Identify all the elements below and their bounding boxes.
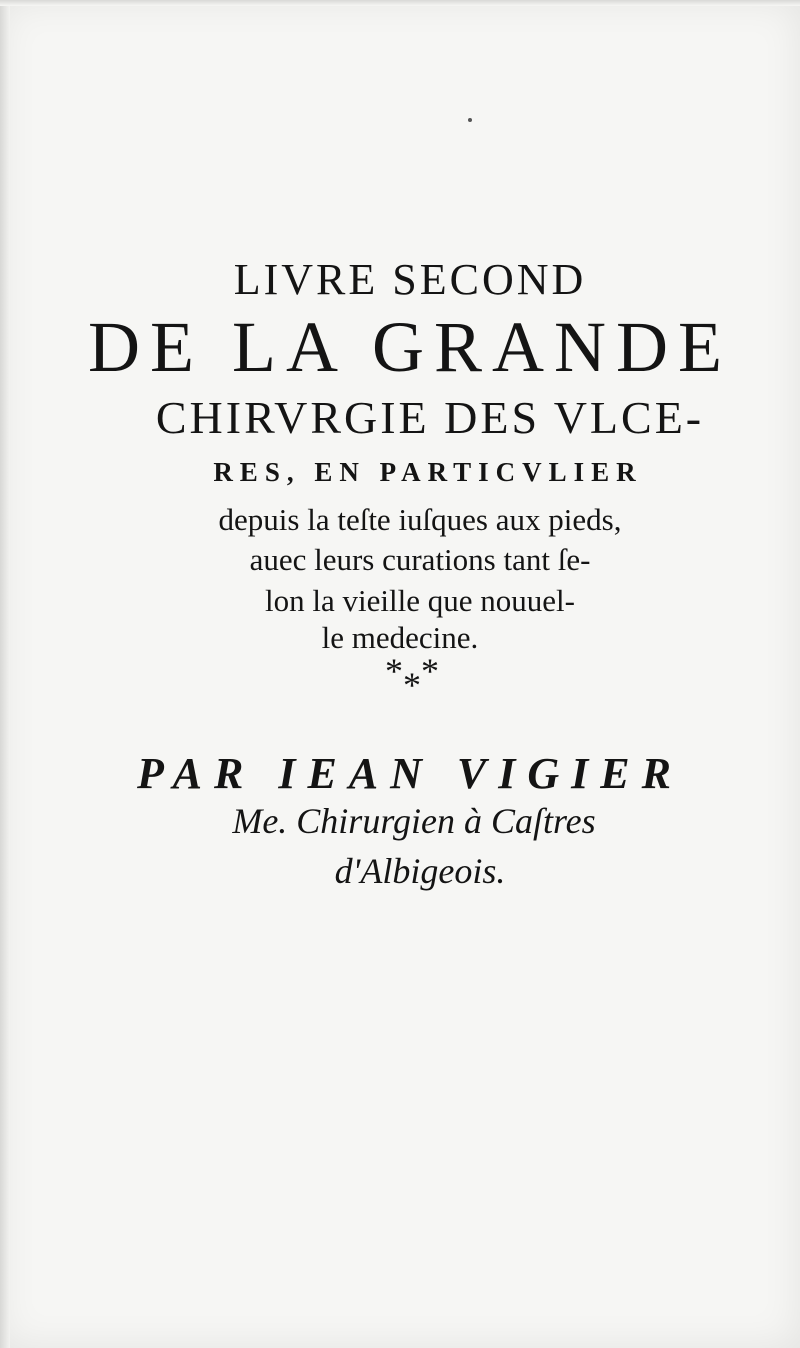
subtitle-line-2: auec leurs curations tant ſe- xyxy=(249,542,591,577)
author-place: d'Albigeois. xyxy=(334,851,506,891)
asterisk-left: * xyxy=(385,651,403,691)
title-line-livre-second: LIVRE SECOND xyxy=(233,255,587,304)
asterism-ornament xyxy=(0,650,800,705)
title-line-particulier: RES, EN PARTICVLIER xyxy=(213,457,643,487)
subtitle-line-4: le medecine. xyxy=(321,620,479,655)
asterisk-right: * xyxy=(421,651,439,691)
author-line: PAR IEAN VIGIER xyxy=(137,749,683,798)
subtitle-line-3: lon la vieille que nouuel- xyxy=(265,583,575,618)
subtitle-line-1: depuis la teſte iuſques aux pieds, xyxy=(218,502,622,537)
asterisk-middle: * xyxy=(403,665,421,705)
author-title: Me. Chirurgien à Caſtres xyxy=(232,801,596,841)
title-line-chirurgie: CHIRVRGIE DES VLCE- xyxy=(155,392,705,443)
title-line-de-la-grande: DE LA GRANDE xyxy=(88,307,732,387)
ink-speck xyxy=(468,118,472,122)
